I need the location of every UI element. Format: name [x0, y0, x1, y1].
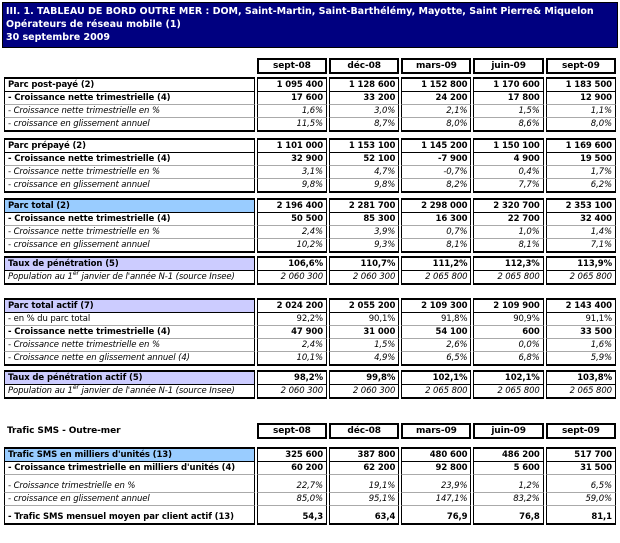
value-cell: 1,5%	[329, 339, 399, 352]
value-cell: 1 101 000	[257, 138, 327, 153]
value-cell: 1,6%	[546, 339, 616, 352]
row-parc-prepaye-1	[4, 166, 616, 179]
table-parc-prepaye	[2, 138, 618, 193]
report-page	[0, 2, 620, 543]
value-cell: 33 200	[329, 92, 399, 105]
value-cell: 95,1%	[329, 493, 399, 506]
row-label: - Croissance nette trimestrielle (4)	[4, 213, 255, 226]
value-cell: 5,9%	[546, 352, 616, 366]
value-cell: 2 065 800	[473, 385, 543, 399]
table-parc-total-actif	[2, 298, 618, 366]
value-cell: 99,8%	[329, 370, 399, 385]
row-taux-penetration-actif-0	[4, 385, 616, 399]
value-cell: 2 281 700	[329, 198, 399, 213]
period-2: mars-09	[401, 423, 471, 439]
row-label: - Croissance nette trimestrielle en %	[4, 226, 255, 239]
value-cell: 2 143 400	[546, 298, 616, 313]
row-label-text: janvier de l'année N-1 (source Insee)	[78, 386, 235, 396]
value-cell: 1 145 200	[401, 138, 471, 153]
value-cell: 2 320 700	[473, 198, 543, 213]
value-cell: 54,3	[257, 506, 327, 525]
row-label: - croissance en glissement annuel	[4, 239, 255, 253]
block-header-label: Trafic SMS en milliers d'unités (13)	[4, 447, 255, 462]
row-label	[4, 385, 255, 399]
value-cell: 10,1%	[257, 352, 327, 366]
period-0: sept-08	[257, 423, 327, 439]
row-label: - Croissance nette en glissement annuel (4)	[4, 352, 255, 366]
value-cell: 22 700	[473, 213, 543, 226]
row-parc-prepaye-2	[4, 179, 616, 193]
value-cell: 102,1%	[401, 370, 471, 385]
value-cell: 2 024 200	[257, 298, 327, 313]
value-cell: 24 200	[401, 92, 471, 105]
value-cell: 32 900	[257, 153, 327, 166]
row-parc-total-0	[4, 213, 616, 226]
table-trafic-sms	[2, 447, 618, 525]
row-parc-post-paye-2	[4, 118, 616, 132]
value-cell: 6,5%	[401, 352, 471, 366]
value-cell: 2 060 300	[329, 385, 399, 399]
value-cell: 22,7%	[257, 475, 327, 493]
value-cell: 11,5%	[257, 118, 327, 132]
row-label: - en % du parc total	[4, 313, 255, 326]
value-cell: 0,7%	[401, 226, 471, 239]
row-parc-total-actif-1	[4, 326, 616, 339]
value-cell: 9,8%	[257, 179, 327, 193]
value-cell: 517 700	[546, 447, 616, 462]
value-cell: 2,4%	[257, 226, 327, 239]
value-cell: 2 060 300	[329, 271, 399, 285]
period-4: sept-09	[546, 58, 616, 74]
report-date: 30 septembre 2009	[6, 32, 110, 43]
value-cell: 98,2%	[257, 370, 327, 385]
value-cell: 85,0%	[257, 493, 327, 506]
value-cell: 6,8%	[473, 352, 543, 366]
value-cell: 8,7%	[329, 118, 399, 132]
table-taux-penetration-actif	[2, 370, 618, 399]
table-parc-total	[2, 198, 618, 253]
value-cell: 1,0%	[473, 226, 543, 239]
value-cell: 7,1%	[546, 239, 616, 253]
value-cell: 2 065 800	[401, 271, 471, 285]
value-cell: 10,2%	[257, 239, 327, 253]
row-parc-total-actif-3	[4, 352, 616, 366]
row-parc-total-1	[4, 226, 616, 239]
value-cell: 91,1%	[546, 313, 616, 326]
sms-section-title: Trafic SMS - Outre-mer	[7, 426, 121, 436]
period-1: déc-08	[329, 423, 399, 439]
value-cell: 106,6%	[257, 256, 327, 271]
block-header-label: Parc prépayé (2)	[4, 138, 255, 153]
value-cell: 480 600	[401, 447, 471, 462]
value-cell: 387 800	[329, 447, 399, 462]
value-cell: 2 298 000	[401, 198, 471, 213]
block-header-label: Parc total actif (7)	[4, 298, 255, 313]
value-cell: 9,3%	[329, 239, 399, 253]
row-label: - Croissance nette trimestrielle en %	[4, 166, 255, 179]
row-taux-penetration-0	[4, 271, 616, 285]
value-cell: 4 900	[473, 153, 543, 166]
value-cell: 32 400	[546, 213, 616, 226]
value-cell: 17 800	[473, 92, 543, 105]
period-header-row	[2, 58, 618, 74]
value-cell: 8,0%	[401, 118, 471, 132]
value-cell: 1 095 400	[257, 77, 327, 92]
value-cell: 59,0%	[546, 493, 616, 506]
value-cell: 2 055 200	[329, 298, 399, 313]
value-cell: 486 200	[473, 447, 543, 462]
value-cell: 33 500	[546, 326, 616, 339]
value-cell: 8,2%	[401, 179, 471, 193]
value-cell: 3,0%	[329, 105, 399, 118]
value-cell: 1,7%	[546, 166, 616, 179]
row-label: - croissance en glissement annuel	[4, 179, 255, 193]
value-cell: 62 200	[329, 462, 399, 475]
value-cell: 1 128 600	[329, 77, 399, 92]
value-cell: 2 065 800	[473, 271, 543, 285]
period-2: mars-09	[401, 58, 471, 74]
value-cell: 8,1%	[473, 239, 543, 253]
row-label: - Croissance nette trimestrielle (4)	[4, 153, 255, 166]
block-header-parc-total-actif	[4, 298, 616, 313]
value-cell: 6,5%	[546, 475, 616, 493]
value-cell: 4,7%	[329, 166, 399, 179]
value-cell: 2,4%	[257, 339, 327, 352]
value-cell: 92 800	[401, 462, 471, 475]
row-parc-post-paye-1	[4, 105, 616, 118]
report-subtitle: Opérateurs de réseau mobile (1)	[6, 19, 181, 30]
value-cell: 1,1%	[546, 105, 616, 118]
value-cell: 92,2%	[257, 313, 327, 326]
value-cell: 2,6%	[401, 339, 471, 352]
row-label: - Trafic SMS mensuel moyen par client actif (13)	[4, 506, 255, 525]
period-4: sept-09	[546, 423, 616, 439]
row-label: - Croissance nette trimestrielle en %	[4, 105, 255, 118]
row-parc-total-2	[4, 239, 616, 253]
value-cell: 1 170 600	[473, 77, 543, 92]
value-cell: 325 600	[257, 447, 327, 462]
report-title: III. 1. TABLEAU DE BORD OUTRE MER : DOM, Saint-Martin, Saint-Barthélémy, Mayotte, Saint Pierre& Miquelon	[6, 6, 594, 17]
value-cell: 2,1%	[401, 105, 471, 118]
value-cell: 111,2%	[401, 256, 471, 271]
period-0: sept-08	[257, 58, 327, 74]
row-label: - croissance en glissement annuel	[4, 118, 255, 132]
row-parc-total-actif-2	[4, 339, 616, 352]
value-cell: -0,7%	[401, 166, 471, 179]
period-3: juin-09	[473, 423, 543, 439]
value-cell: 7,7%	[473, 179, 543, 193]
block-header-parc-prepaye	[4, 138, 616, 153]
value-cell: 23,9%	[401, 475, 471, 493]
row-trafic-sms-0	[4, 462, 616, 475]
value-cell: 1,6%	[257, 105, 327, 118]
value-cell: 81,1	[546, 506, 616, 525]
value-cell: 76,9	[401, 506, 471, 525]
value-cell: 1 183 500	[546, 77, 616, 92]
value-cell: 31 000	[329, 326, 399, 339]
row-label-text: janvier de l'année N-1 (source Insee)	[78, 272, 235, 282]
value-cell: 5 600	[473, 462, 543, 475]
value-cell: 76,8	[473, 506, 543, 525]
value-cell: 2 065 800	[546, 271, 616, 285]
row-label-text: Population au 1	[8, 386, 73, 396]
value-cell: 91,8%	[401, 313, 471, 326]
value-cell: 63,4	[329, 506, 399, 525]
block-header-taux-penetration-actif	[4, 370, 616, 385]
row-label: - Croissance trimestrielle en %	[4, 475, 255, 493]
value-cell: 52 100	[329, 153, 399, 166]
table-parc-post-paye	[2, 77, 618, 132]
row-label-text: Population au 1	[8, 272, 73, 282]
value-cell: 1 153 100	[329, 138, 399, 153]
period-3: juin-09	[473, 58, 543, 74]
period-1: déc-08	[329, 58, 399, 74]
value-cell: 112,3%	[473, 256, 543, 271]
value-cell: 83,2%	[473, 493, 543, 506]
row-label: - Croissance trimestrielle en milliers d'unités (4)	[4, 462, 255, 475]
row-trafic-sms-2	[4, 493, 616, 506]
value-cell: 2 060 300	[257, 271, 327, 285]
value-cell: 0,0%	[473, 339, 543, 352]
value-cell: 0,4%	[473, 166, 543, 179]
block-header-label: Parc post-payé (2)	[4, 77, 255, 92]
title-banner	[2, 2, 618, 48]
value-cell: 47 900	[257, 326, 327, 339]
table-taux-penetration	[2, 256, 618, 285]
block-header-parc-total	[4, 198, 616, 213]
value-cell: 4,9%	[329, 352, 399, 366]
sms-period-header-row	[2, 423, 618, 439]
value-cell: -7 900	[401, 153, 471, 166]
value-cell: 110,7%	[329, 256, 399, 271]
value-cell: 60 200	[257, 462, 327, 475]
row-label: - Croissance nette trimestrielle (4)	[4, 326, 255, 339]
row-trafic-sms-3	[4, 506, 616, 525]
block-header-label: Taux de pénétration actif (5)	[4, 370, 255, 385]
value-cell: 1 169 600	[546, 138, 616, 153]
value-cell: 1,5%	[473, 105, 543, 118]
value-cell: 85 300	[329, 213, 399, 226]
value-cell: 1 152 800	[401, 77, 471, 92]
value-cell: 1 150 100	[473, 138, 543, 153]
value-cell: 90,9%	[473, 313, 543, 326]
row-label-superscript: er	[72, 271, 79, 278]
row-label: - Croissance nette trimestrielle en %	[4, 339, 255, 352]
value-cell: 2 060 300	[257, 385, 327, 399]
value-cell: 8,1%	[401, 239, 471, 253]
block-header-taux-penetration	[4, 256, 616, 271]
period-row	[4, 423, 616, 439]
row-parc-post-paye-0	[4, 92, 616, 105]
block-header-label: Parc total (2)	[4, 198, 255, 213]
block-header-trafic-sms	[4, 447, 616, 462]
period-row	[4, 58, 616, 74]
row-trafic-sms-1	[4, 475, 616, 493]
value-cell: 1,4%	[546, 226, 616, 239]
row-label: - Croissance nette trimestrielle (4)	[4, 92, 255, 105]
value-cell: 147,1%	[401, 493, 471, 506]
value-cell: 16 300	[401, 213, 471, 226]
value-cell: 8,0%	[546, 118, 616, 132]
period-header-spacer	[4, 58, 255, 74]
value-cell: 2 196 400	[257, 198, 327, 213]
value-cell: 90,1%	[329, 313, 399, 326]
row-parc-total-actif-0	[4, 313, 616, 326]
block-header-parc-post-paye	[4, 77, 616, 92]
value-cell: 8,6%	[473, 118, 543, 132]
value-cell: 103,8%	[546, 370, 616, 385]
row-parc-prepaye-0	[4, 153, 616, 166]
value-cell: 17 600	[257, 92, 327, 105]
value-cell: 600	[473, 326, 543, 339]
block-header-label: Taux de pénétration (5)	[4, 256, 255, 271]
row-label-superscript: er	[72, 385, 79, 392]
value-cell: 54 100	[401, 326, 471, 339]
value-cell: 31 500	[546, 462, 616, 475]
row-label: - croissance en glissement annuel	[4, 493, 255, 506]
value-cell: 2 109 300	[401, 298, 471, 313]
value-cell: 113,9%	[546, 256, 616, 271]
value-cell: 2 065 800	[401, 385, 471, 399]
row-label	[4, 271, 255, 285]
value-cell: 9,8%	[329, 179, 399, 193]
value-cell: 1,2%	[473, 475, 543, 493]
value-cell: 12 900	[546, 92, 616, 105]
value-cell: 6,2%	[546, 179, 616, 193]
value-cell: 2 109 900	[473, 298, 543, 313]
value-cell: 102,1%	[473, 370, 543, 385]
value-cell: 3,9%	[329, 226, 399, 239]
value-cell: 2 065 800	[546, 385, 616, 399]
value-cell: 2 353 100	[546, 198, 616, 213]
value-cell: 19,1%	[329, 475, 399, 493]
value-cell: 19 500	[546, 153, 616, 166]
value-cell: 50 500	[257, 213, 327, 226]
value-cell: 3,1%	[257, 166, 327, 179]
